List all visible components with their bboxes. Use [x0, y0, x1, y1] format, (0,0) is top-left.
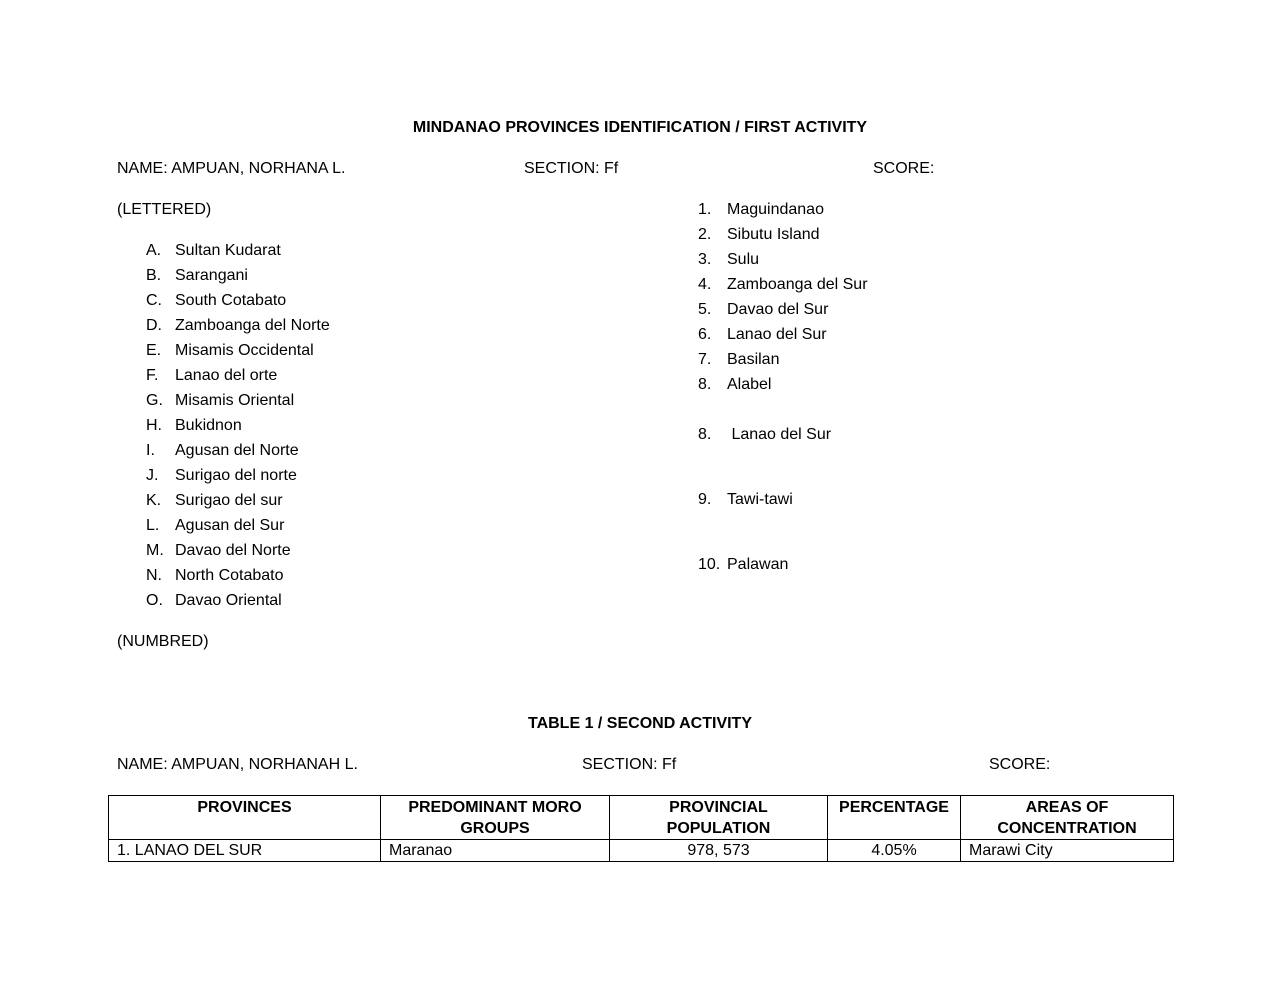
list-marker: A.	[146, 242, 162, 259]
activity1-score: SCORE:	[873, 160, 935, 177]
list-item-text: Agusan del Sur	[175, 517, 285, 534]
list-item-text: Sultan Kudarat	[175, 242, 281, 259]
list-item-text: Alabel	[727, 376, 772, 393]
activity1-title: MINDANAO PROVINCES IDENTIFICATION / FIRST ACTIVITY	[412, 119, 868, 136]
list-item-text: Lanao del orte	[175, 367, 278, 384]
list-item	[146, 441, 299, 461]
list-item-text: Sibutu Island	[727, 226, 820, 243]
list-item	[146, 516, 284, 536]
list-item-text: Maguindanao	[727, 201, 824, 218]
list-item	[698, 225, 820, 245]
list-item-text: Agusan del Norte	[175, 442, 299, 459]
list-item	[698, 375, 771, 395]
activity2-score: SCORE:	[989, 756, 1051, 773]
list-marker: O.	[146, 592, 163, 609]
list-marker: H.	[146, 417, 162, 434]
list-marker: 8.	[698, 376, 712, 393]
list-item	[146, 466, 297, 486]
list-item-text: Zamboanga del Norte	[175, 317, 330, 334]
lettered-label: (LETTERED)	[117, 201, 212, 218]
activity2-title: TABLE 1 / SECOND ACTIVITY	[527, 715, 752, 732]
list-marker: N.	[146, 567, 162, 584]
list-item-text: Misamis Oriental	[175, 392, 295, 409]
list-item-text: Sulu	[727, 251, 760, 268]
list-marker: 8.	[698, 426, 712, 443]
list-item	[698, 275, 868, 295]
list-marker: I.	[146, 442, 155, 459]
list-marker: J.	[146, 467, 159, 484]
list-item	[698, 250, 759, 270]
list-marker: L.	[146, 517, 160, 534]
list-item	[146, 291, 286, 311]
list-item-text: Tawi-tawi	[727, 491, 793, 508]
list-item	[146, 416, 242, 436]
list-item	[146, 541, 291, 561]
list-marker: 6.	[698, 326, 712, 343]
list-item-text: Sarangani	[175, 267, 248, 284]
list-item-text: Bukidnon	[175, 417, 242, 434]
list-marker: 2.	[698, 226, 712, 243]
list-item-text: Lanao del Sur	[727, 326, 827, 343]
list-marker: 1.	[698, 201, 712, 218]
list-marker: D.	[146, 317, 162, 334]
list-item-text: North Cotabato	[175, 567, 284, 584]
table-header-row	[109, 796, 1174, 840]
list-marker: 3.	[698, 251, 712, 268]
list-item	[146, 591, 282, 611]
column-header-population: PROVINCIAL POPULATION	[610, 796, 828, 840]
list-marker: E.	[146, 342, 162, 359]
activity1-name: NAME: AMPUAN, NORHANA L.	[117, 160, 346, 177]
list-item	[146, 241, 281, 261]
cell-moro-group: Maranao	[381, 840, 610, 862]
list-marker: C.	[146, 292, 162, 309]
list-item	[146, 266, 248, 286]
list-item-text: Misamis Occidental	[175, 342, 314, 359]
list-marker: 4.	[698, 276, 712, 293]
list-marker: B.	[146, 267, 162, 284]
cell-percentage: 4.05%	[828, 840, 961, 862]
list-item-text: Davao del Norte	[175, 542, 291, 559]
list-item	[698, 300, 828, 320]
list-item-text: Davao Oriental	[175, 592, 282, 609]
numbered-label: (NUMBRED)	[117, 633, 209, 650]
list-item-text: Palawan	[727, 556, 789, 573]
list-marker: 7.	[698, 351, 712, 368]
list-item	[146, 341, 314, 361]
list-item	[698, 325, 827, 345]
list-marker: 5.	[698, 301, 712, 318]
list-item-text: Lanao del Sur	[727, 426, 832, 443]
column-header-moro-groups: PREDOMINANT MORO GROUPS	[381, 796, 610, 840]
list-item	[146, 366, 277, 386]
list-item-text: Basilan	[727, 351, 780, 368]
list-item	[698, 350, 779, 370]
column-header-areas: AREAS OF CONCENTRATION	[961, 796, 1174, 840]
list-item	[698, 490, 793, 510]
activity2-name: NAME: AMPUAN, NORHANAH L.	[117, 756, 358, 773]
cell-population: 978, 573	[610, 840, 828, 862]
cell-province: 1. LANAO DEL SUR	[109, 840, 381, 862]
list-marker: F.	[146, 367, 159, 384]
list-item-text: South Cotabato	[175, 292, 287, 309]
list-item-text: Davao del Sur	[727, 301, 829, 318]
column-header-provinces: PROVINCES	[109, 796, 381, 840]
list-item	[146, 491, 283, 511]
list-item-text: Zamboanga del Sur	[727, 276, 868, 293]
list-item	[698, 425, 831, 445]
list-marker: M.	[146, 542, 164, 559]
table-row	[109, 840, 1174, 862]
activity1-section: SECTION: Ff	[524, 160, 619, 177]
provinces-table	[108, 795, 1174, 862]
list-item	[698, 200, 824, 220]
list-item	[146, 391, 294, 411]
list-item	[146, 566, 284, 586]
list-item-text: Surigao del sur	[175, 492, 283, 509]
list-marker: 9.	[698, 491, 712, 508]
list-marker: G.	[146, 392, 163, 409]
cell-area: Marawi City	[961, 840, 1174, 862]
list-item-text: Surigao del norte	[175, 467, 297, 484]
list-item	[146, 316, 330, 336]
column-header-percentage: PERCENTAGE	[828, 796, 961, 840]
list-marker: 10.	[698, 556, 721, 573]
activity2-section: SECTION: Ff	[582, 756, 677, 773]
list-marker: K.	[146, 492, 162, 509]
list-item	[698, 555, 788, 575]
